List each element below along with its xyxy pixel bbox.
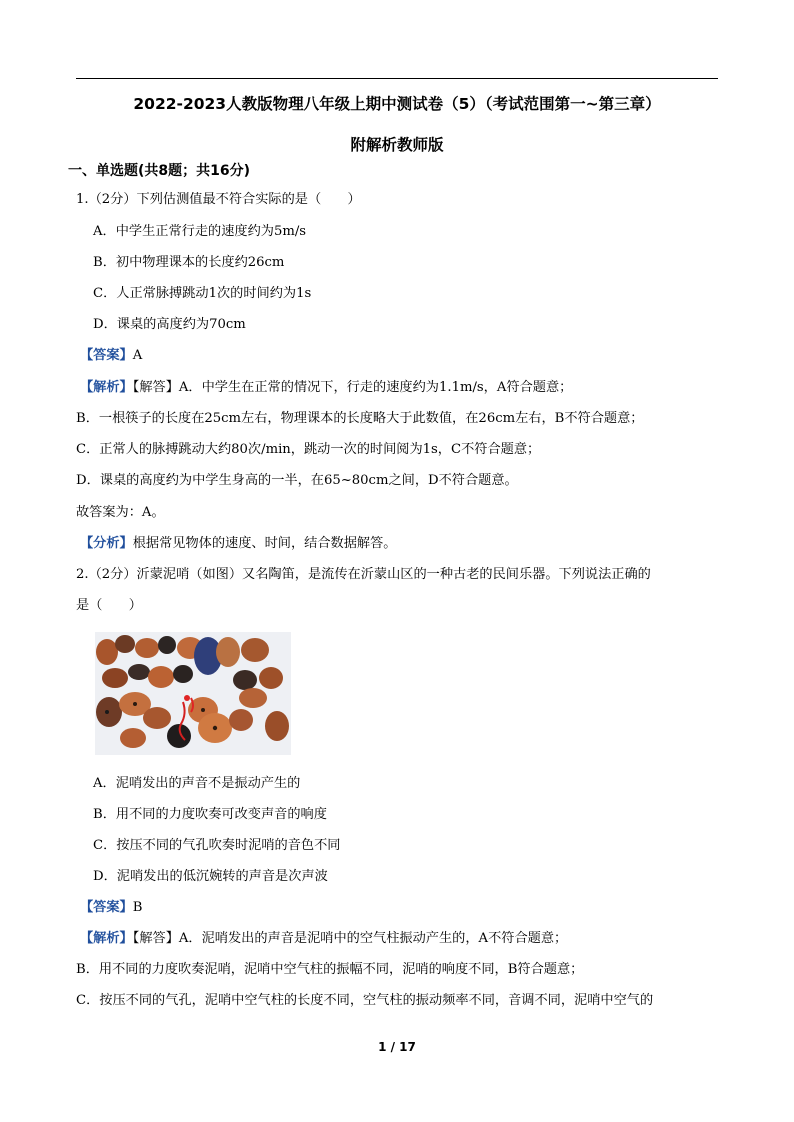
page-number: 1 / 17 — [378, 1040, 416, 1054]
answer-tag: 【答案】 — [80, 348, 133, 363]
q2-answer — [80, 900, 142, 916]
fenxi-tag: 【分析】 — [80, 536, 133, 551]
document-subtitle: 附解析教师版 — [350, 136, 444, 154]
q1-option-c: C．人正常脉搏跳动1次的时间约为1s — [93, 286, 312, 301]
q2-analysis-line-1 — [80, 931, 567, 947]
q1-option-b: B．初中物理课本的长度约26cm — [93, 255, 285, 270]
q1-stem: 1.（2分）下列估测值最不符合实际的是（ ） — [76, 192, 361, 207]
analysis-tag: 【解析】 — [80, 380, 133, 395]
q2-option-c: C．按压不同的气孔吹奏时泥哨的音色不同 — [93, 838, 341, 853]
q1-fenxi — [80, 536, 397, 552]
q2-option-d: D．泥哨发出的低沉婉转的声音是次声波 — [93, 869, 328, 884]
q1-analysis-line-3: C．正常人的脉搏跳动大约80次/min，跳动一次的时间阅为1s，C不符合题意； — [76, 442, 541, 457]
q1-answer-value: A — [132, 348, 143, 363]
q1-option-d: D．课桌的高度约为70cm — [93, 317, 246, 332]
q1-fenxi-text: 根据常见物体的速度、时间，结合数据解答。 — [132, 536, 397, 551]
q1-analysis-line-1 — [80, 380, 572, 396]
analysis-tag: 【解析】 — [80, 931, 133, 946]
q2-stem-line-2: 是（ ） — [76, 598, 142, 613]
q2-analysis-line-3: C．按压不同的气孔，泥哨中空气柱的长度不同，空气柱的振动频率不同，音调不同，泥哨中空气的 — [76, 993, 654, 1008]
q1-conclusion: 故答案为：A。 — [76, 505, 165, 520]
q2-option-a: A．泥哨发出的声音不是振动产生的 — [93, 776, 301, 791]
q2-stem-line-1: 2.（2分）沂蒙泥哨（如图）又名陶笛，是流传在沂蒙山区的一种古老的民间乐器。下列说法正确的 — [76, 567, 651, 582]
q1-analysis-line-2: B．一根筷子的长度在25cm左右，物理课本的长度略大于此数值，在26cm左右，B不符合题意； — [76, 411, 644, 426]
q2-analysis-line-2: B．用不同的力度吹奏泥哨，泥哨中空气柱的振幅不同，泥哨的响度不同，B符合题意； — [76, 962, 584, 977]
ocarina-photo — [95, 632, 291, 755]
header-rule — [76, 78, 718, 79]
q2-analysis-text-1: 【解答】A．泥哨发出的声音是泥哨中的空气柱振动产生的，A不符合题意； — [132, 931, 568, 946]
q2-answer-value: B — [132, 900, 143, 915]
q1-analysis-text-1: 【解答】A．中学生在正常的情况下，行走的速度约为1.1m/s，A符合题意； — [132, 380, 573, 395]
q1-option-a: A．中学生正常行走的速度约为5m/s — [93, 224, 307, 239]
q2-option-b: B．用不同的力度吹奏可改变声音的响度 — [93, 807, 327, 822]
document-title: 2022-2023人教版物理八年级上期中测试卷（5）（考试范围第一~第三章） — [133, 95, 661, 113]
answer-tag: 【答案】 — [80, 900, 133, 915]
q1-answer — [80, 348, 142, 364]
ocarina-illustration — [95, 632, 291, 755]
section-heading: 一、单选题(共8题；共16分) — [68, 163, 251, 179]
q1-analysis-line-4: D．课桌的高度约为中学生身高的一半，在65~80cm之间，D不符合题意。 — [76, 473, 518, 488]
